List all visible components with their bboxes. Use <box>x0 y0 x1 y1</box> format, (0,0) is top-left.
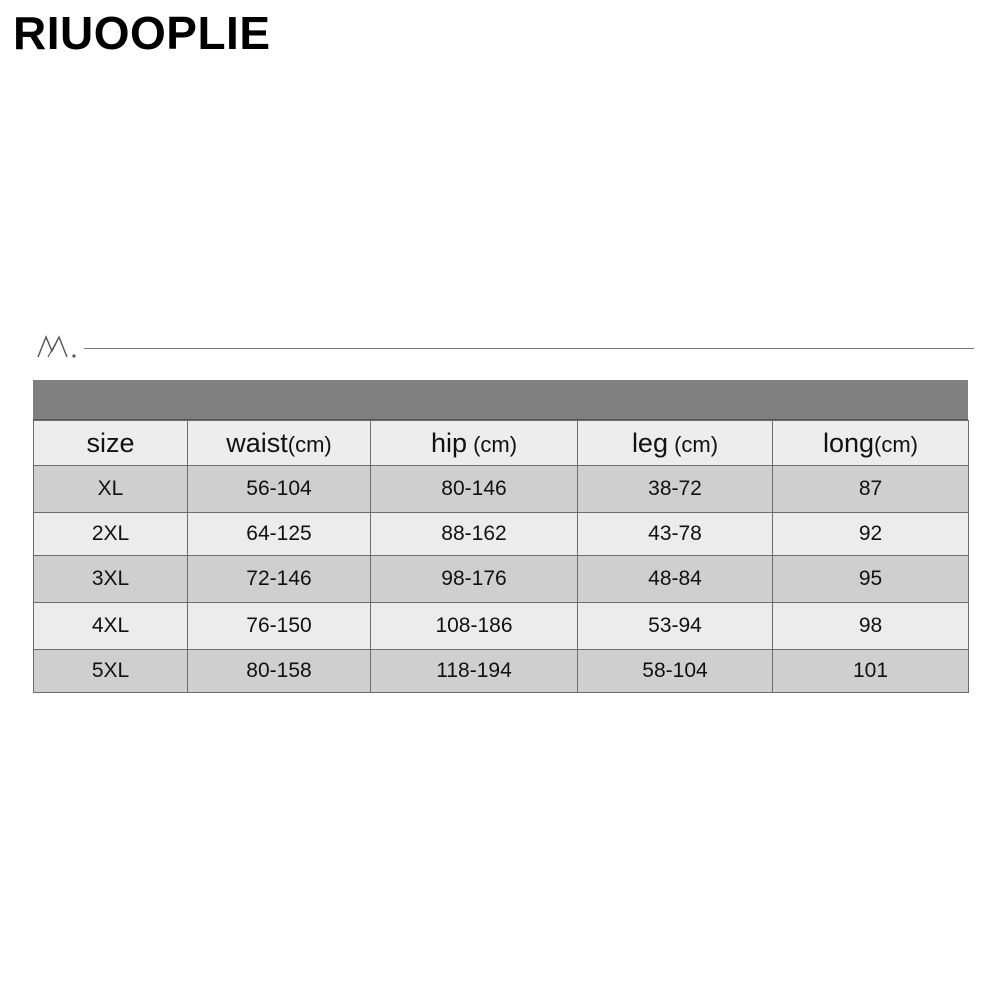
cell-waist: 80-158 <box>188 650 371 693</box>
cell-long: 95 <box>773 556 969 603</box>
cell-waist: 72-146 <box>188 556 371 603</box>
cell-hip: 88-162 <box>371 513 578 556</box>
cell-hip: 98-176 <box>371 556 578 603</box>
table-row <box>34 556 969 603</box>
cell-leg: 53-94 <box>578 603 773 650</box>
table-row <box>34 603 969 650</box>
column-header-hip: hip (cm) <box>371 421 578 466</box>
cell-size: XL <box>34 466 188 513</box>
column-header-leg: leg (cm) <box>578 421 773 466</box>
cell-long: 98 <box>773 603 969 650</box>
cell-waist: 76-150 <box>188 603 371 650</box>
brand-title: RIUOOPLIE <box>13 7 271 59</box>
cell-hip: 80-146 <box>371 466 578 513</box>
column-header-long: long(cm) <box>773 421 969 466</box>
table-row <box>34 513 969 556</box>
cell-leg: 48-84 <box>578 556 773 603</box>
size-chart <box>33 380 968 698</box>
cell-long: 87 <box>773 466 969 513</box>
cell-long: 92 <box>773 513 969 556</box>
mountain-logo-icon <box>36 331 80 359</box>
cell-size: 2XL <box>34 513 188 556</box>
column-header-waist: waist(cm) <box>188 421 371 466</box>
table-header-row <box>34 421 969 466</box>
cell-leg: 38-72 <box>578 466 773 513</box>
cell-size: 3XL <box>34 556 188 603</box>
table-row <box>34 650 969 693</box>
section-divider <box>84 348 974 349</box>
cell-waist: 56-104 <box>188 466 371 513</box>
size-table <box>33 420 969 693</box>
chart-header-band <box>33 380 968 420</box>
cell-size: 4XL <box>34 603 188 650</box>
cell-hip: 118-194 <box>371 650 578 693</box>
cell-leg: 58-104 <box>578 650 773 693</box>
cell-hip: 108-186 <box>371 603 578 650</box>
table-row <box>34 466 969 513</box>
cell-leg: 43-78 <box>578 513 773 556</box>
cell-waist: 64-125 <box>188 513 371 556</box>
cell-size: 5XL <box>34 650 188 693</box>
column-header-size: size <box>34 421 188 466</box>
cell-long: 101 <box>773 650 969 693</box>
